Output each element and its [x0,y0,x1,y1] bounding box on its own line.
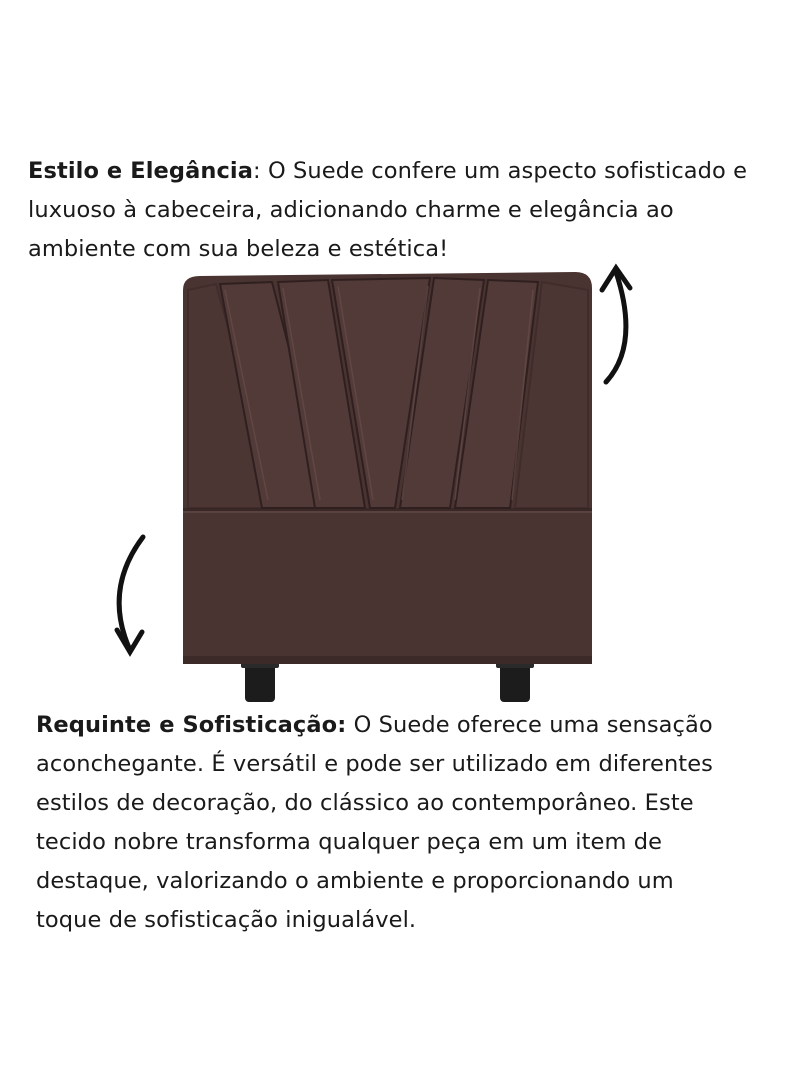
refinement-line-6: toque de sofisticação inigualável. [36,907,417,933]
arrow-up-right-icon [606,272,626,382]
refinement-line-3: estilos de decoração, do clássico ao contemporâneo. Este [36,790,694,816]
headboard-channels [188,278,588,508]
refinement-line-2: aconchegante. É versátil e pode ser utilizado em diferentes [36,751,713,777]
curved-arrow-down-icon [117,537,143,652]
style-elegance-line-1: O Suede confere um aspecto sofisticado e [267,158,748,184]
refinement-line-4: tecido nobre transforma qualquer peça em um item de [36,829,663,855]
curved-arrow-icon [602,268,630,382]
headboard-legs [241,660,534,702]
style-elegance-line-2: luxuoso à cabeceira, adicionando charme e elegância ao [28,197,674,223]
refinement-line-1: O Suede oferece uma sensação [353,712,713,738]
style-elegance-line-3: ambiente com sua beleza e estética! [28,236,449,262]
refinement-paragraph [36,706,766,940]
style-elegance-paragraph: Estilo e Elegância: O Suede confere um aspecto sofisticado e luxuoso à cabeceira, adicionando charme e elegância ao ambiente com sua beleza e estética! [28,158,748,262]
headboard-image [183,272,592,664]
refinement-line-5: destaque, valorizando o ambiente e proporcionando um [36,868,674,894]
refinement-heading: Requinte e Sofisticação: [36,712,347,738]
style-elegance-heading: Estilo e Elegância [28,158,254,184]
